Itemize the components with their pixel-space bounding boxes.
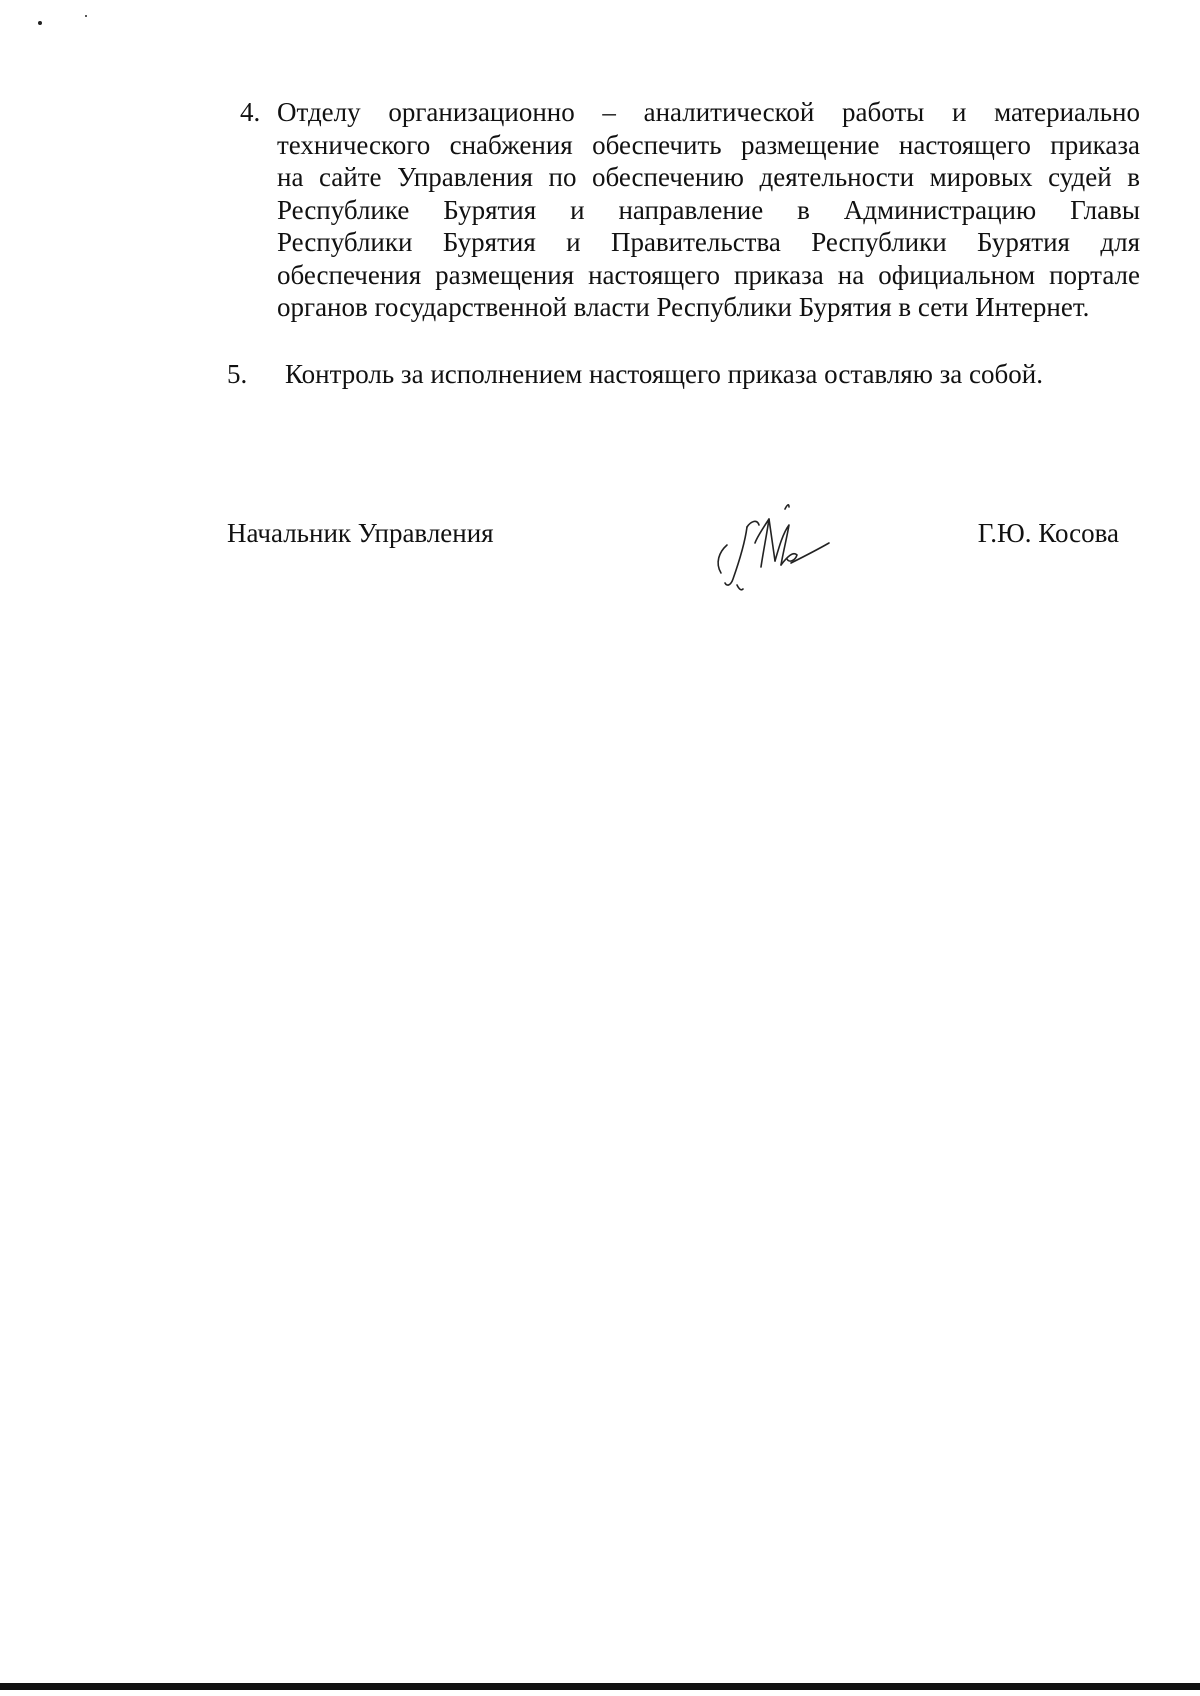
- clause-line: Республике Бурятия и направление в Администрацию Главы: [277, 194, 1140, 225]
- scan-speck: [85, 15, 87, 17]
- clause-number: 4.: [240, 97, 261, 127]
- signatory-title: Начальник Управления: [227, 518, 494, 548]
- clause-text: Контроль за исполнением настоящего приказа оставляю за собой.: [285, 359, 1043, 389]
- clause-4: [240, 96, 1140, 324]
- page-bottom-border: [0, 1683, 1200, 1690]
- clause-line: Отделу организационно – аналитической работы и материально: [277, 97, 1140, 127]
- clause-line: обеспечения размещения настоящего приказа на официальном портале: [277, 259, 1140, 290]
- handwritten-signature: [707, 497, 847, 597]
- signatory-name: Г.Ю. Косова: [977, 518, 1119, 548]
- clause-number: 5.: [227, 359, 248, 389]
- clause-line: на сайте Управления по обеспечению деятельности мировых судей в: [277, 162, 1140, 192]
- clause-text: [277, 96, 1140, 324]
- scan-speck: [38, 21, 42, 25]
- signature-block: [227, 517, 1119, 597]
- clause-line: технического снабжения обеспечить размещение настоящего приказа: [277, 129, 1140, 160]
- clause-5: [227, 358, 1043, 390]
- clause-line: органов государственной власти Республики Бурятия в сети Интернет.: [277, 292, 1090, 322]
- clause-line: Республики Бурятия и Правительства Республики Бурятия для: [277, 227, 1140, 257]
